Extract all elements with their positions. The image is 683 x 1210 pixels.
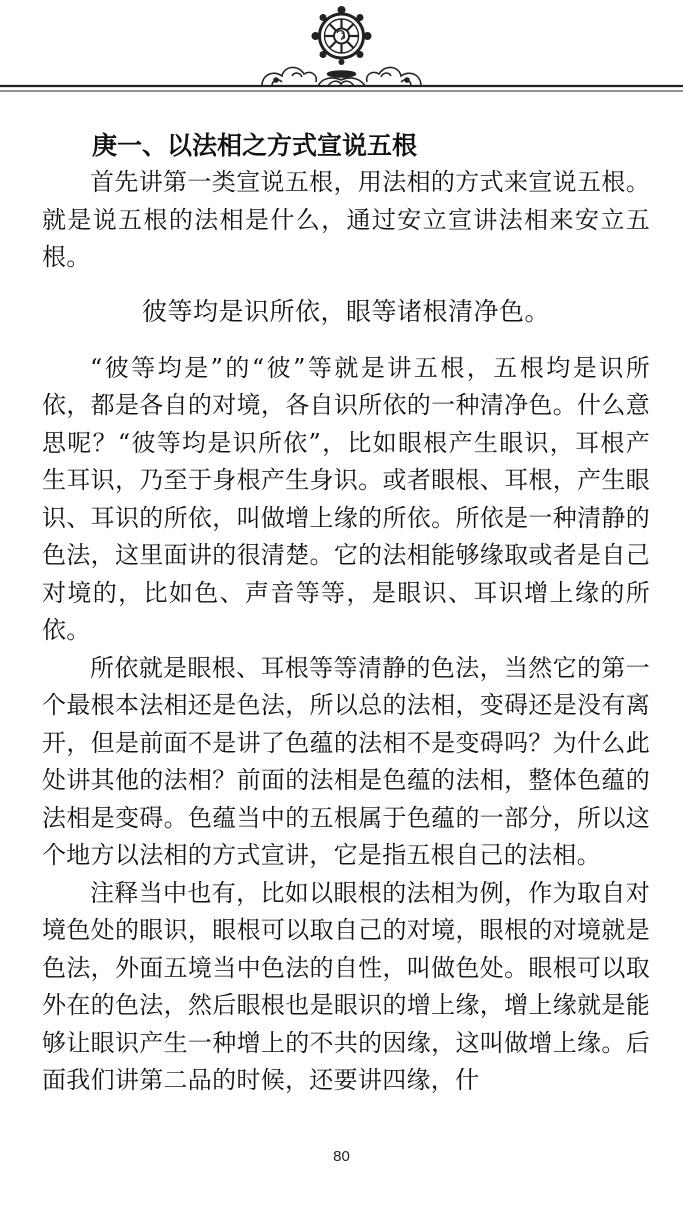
cloud-ornament-left: [262, 67, 316, 86]
header-ornament: [0, 0, 683, 110]
section-heading: 庚一、以法相之方式宣说五根: [92, 131, 418, 160]
dharma-wheel-icon: [312, 6, 372, 65]
header-rule: [0, 86, 683, 91]
page-body: [42, 128, 650, 1100]
paragraph-2: 所依就是眼根、耳根等等清静的色法，当然它的第一个最根本法相还是色法，所以总的法相，变碍还是没有离开，但是前面不是讲了色蕴的法相不是变碍吗？为什么此处讲其他的法相？前面的法相是色蕴的法相，整体色蕴的法相是变碍。色蕴当中的五根属于色蕴的一部分，所以这个地方以法相的方式宣讲，它是指五根自己的法相。: [42, 653, 650, 869]
lotus-base: [318, 71, 365, 86]
page-number: 80: [333, 1148, 350, 1165]
paragraph-intro: 首先讲第一类宣说五根，用法相的方式来宣说五根。就是说五根的法相是什么，通过安立宣讲法相来安立五根。: [42, 168, 650, 271]
verse-quote: 彼等均是识所依，眼等诸根清净色。: [141, 296, 550, 326]
paragraph-3: 注释当中也有，比如以眼根的法相为例，作为取自对境色处的眼识，眼根可以取自己的对境，眼根的对境就是色法，外面五境当中色法的自性，叫做色处。眼根可以取外在的色法，然后眼根也是眼识的增上缘，增上缘就是能够让眼识产生一种增上的不共的因缘，这叫做增上缘。后面我们讲第二品的时候，还要讲四缘，什: [42, 878, 650, 1094]
paragraph-1: “彼等均是”的“彼”等就是讲五根，五根均是识所依，都是各自的对境，各自识所依的一种清净色。什么意思呢？“彼等均是识所依”，比如眼根产生眼识，耳根产生耳识，乃至于身根产生身识。或者眼根、耳根，产生眼识、耳识的所依，叫做增上缘的所依。所依是一种清静的色法，这里面讲的很清楚。它的法相能够缘取或者是自己对境的，比如色、声音等等，是眼识、耳识增上缘的所依。: [42, 353, 650, 644]
cloud-ornament-right: [367, 67, 421, 86]
